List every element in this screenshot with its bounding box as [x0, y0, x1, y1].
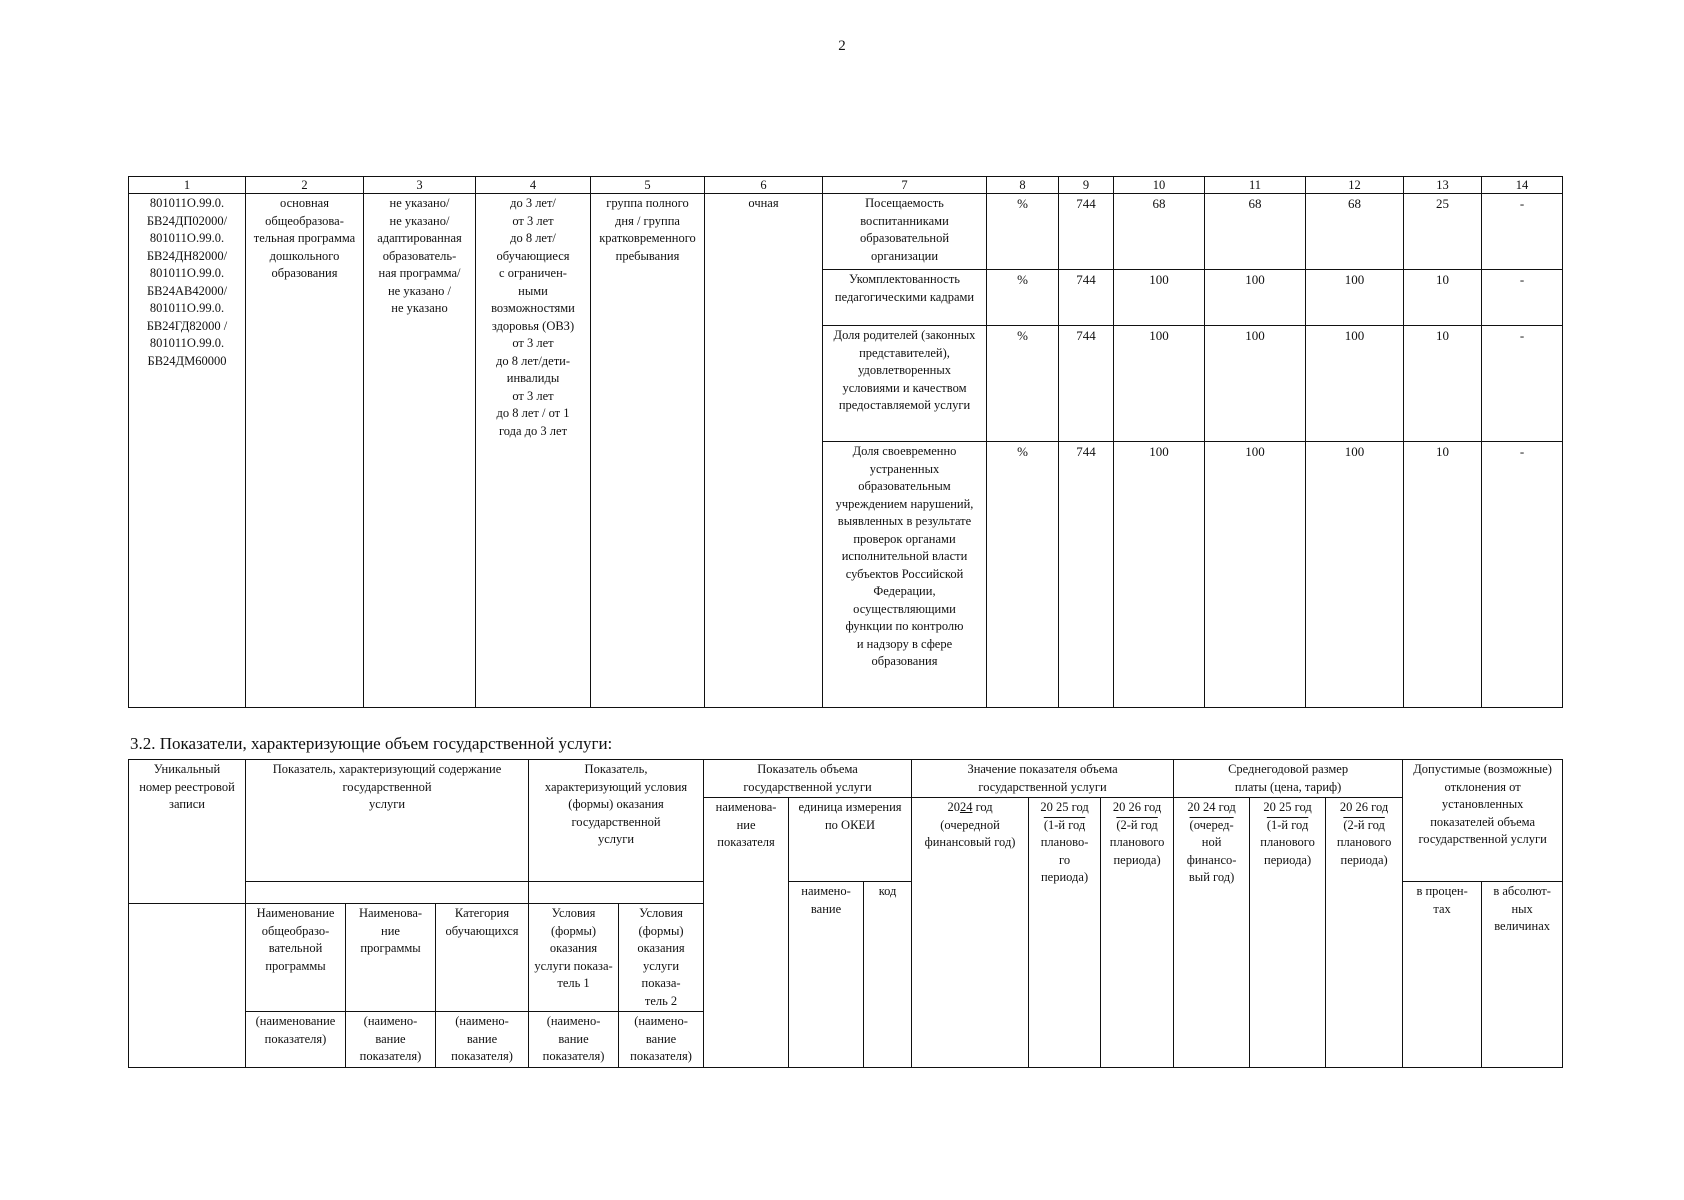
text-line: (наименование	[255, 1014, 336, 1028]
text-line: тельная программа	[253, 231, 356, 245]
text-line: финансо-	[1186, 852, 1237, 867]
subheader-condition-2	[619, 904, 704, 1012]
text-line: образования	[871, 654, 938, 668]
text-line: до 8 лет/	[510, 231, 556, 245]
column-number: 2	[246, 177, 364, 194]
text-line: программы	[265, 958, 326, 973]
text-line: показателя)	[451, 1049, 513, 1063]
text-line: Доля своевременно	[852, 444, 957, 458]
text-line: вание	[645, 1031, 677, 1046]
value-2026-cell: 100	[1306, 270, 1404, 326]
text-line: от 3 лет	[512, 213, 554, 228]
text-line: до 8 лет/дети-	[495, 353, 571, 368]
year-suffix: год	[1368, 800, 1389, 814]
text-line: не указано	[391, 301, 448, 315]
text-line: Доля родителей (законных	[833, 328, 976, 342]
text-line: (формы) оказания	[568, 797, 664, 811]
section-heading: 3.2. Показатели, характеризующие объем государственной услуги:	[130, 734, 613, 753]
text-line: услуги	[597, 832, 635, 846]
text-line: государственной	[571, 814, 661, 829]
fee-2026-header	[1326, 798, 1403, 1068]
indicator-name	[823, 270, 987, 326]
column-numbers-row	[129, 177, 1563, 194]
text-line: общеобразо-	[261, 923, 330, 938]
text-line: Показатель объема	[757, 762, 858, 776]
text-line: инвалиды	[506, 371, 560, 385]
text-line: показателя)	[630, 1049, 692, 1063]
stay-group-cell	[591, 194, 705, 708]
deviation-percent-cell: 10	[1404, 326, 1482, 442]
text-line: наименова-	[715, 800, 777, 814]
text-line: функции по контролю	[845, 619, 964, 633]
text-line: показателя	[717, 835, 775, 849]
text-line: показателя)	[359, 1049, 422, 1063]
year-suffix: год	[1141, 800, 1162, 814]
year-value: 25	[1279, 800, 1292, 814]
text-line: вание	[375, 1031, 406, 1046]
text-line: Условия	[639, 906, 683, 920]
text-line: номер реестровой	[139, 779, 235, 794]
text-line: Условия	[551, 906, 596, 920]
text-line: от 3 лет	[512, 388, 554, 403]
volume-2026-header	[1101, 798, 1174, 1068]
text-line: образователь-	[382, 248, 457, 263]
value-2025-cell: 68	[1205, 194, 1306, 270]
text-line	[1031, 799, 1098, 817]
year-prefix: 20	[1339, 800, 1356, 814]
column-number: 8	[987, 177, 1059, 194]
text-line: не указано /	[387, 283, 452, 298]
header-row-1	[129, 760, 1563, 798]
text-line	[1252, 799, 1323, 817]
text-line: не указано/	[389, 196, 450, 210]
column-number: 14	[1482, 177, 1563, 194]
text-line: (2-й год	[1116, 817, 1158, 832]
text-line: проверок органами	[853, 531, 956, 546]
year-suffix: год	[1068, 800, 1089, 814]
condition-indicator-header	[529, 760, 704, 882]
deviation-percent-cell: 10	[1404, 442, 1482, 708]
unit-cell: %	[987, 194, 1059, 270]
deviations-header	[1403, 760, 1563, 882]
text-line: в процен-	[1416, 884, 1468, 898]
volume-indicators-table	[128, 759, 1563, 1068]
text-line: финансовый год)	[924, 835, 1016, 849]
year-suffix: год	[1291, 800, 1312, 814]
value-2025-cell: 100	[1205, 442, 1306, 708]
value-2024-cell: 100	[1114, 326, 1205, 442]
year-suffix: год	[1215, 800, 1236, 814]
text-line: предоставляемой услуги	[838, 398, 971, 412]
subheader-program-name	[346, 904, 436, 1012]
text-line: вательной	[268, 941, 323, 955]
indicator-row	[129, 194, 1563, 270]
fee-2024-header	[1174, 798, 1250, 1068]
text-line: услуги	[368, 797, 406, 811]
text-line: планово-	[1040, 835, 1089, 849]
text-line: периода)	[1040, 870, 1089, 884]
value-2025-cell: 100	[1205, 326, 1306, 442]
subheader-student-category	[436, 904, 529, 1012]
name-label	[619, 1012, 704, 1068]
text-line: тель 2	[644, 993, 678, 1008]
registry-codes-cell	[129, 194, 246, 708]
text-line: наимено-	[801, 884, 851, 898]
text-line: платы (цена, тариф)	[1234, 779, 1342, 794]
spacer-cell	[529, 882, 704, 904]
text-line: образовательным	[858, 479, 951, 493]
deviation-percent-cell: 10	[1404, 270, 1482, 326]
text-line: здоровья (ОВЗ)	[491, 318, 575, 333]
text-line: Значение показателя объема	[967, 762, 1118, 776]
year-value: 26	[1355, 800, 1369, 814]
text-line: тель 1	[557, 976, 590, 990]
text-line: (формы)	[551, 923, 597, 938]
column-number: 9	[1059, 177, 1114, 194]
text-line: периода)	[1264, 852, 1312, 867]
text-line: ных	[1511, 901, 1533, 916]
text-line: планового	[1260, 835, 1315, 849]
text-line: (очередной	[940, 817, 1000, 832]
text-line: планового	[1109, 835, 1165, 849]
value-2025-cell: 100	[1205, 270, 1306, 326]
name-label	[346, 1012, 436, 1068]
okei-name-header	[789, 882, 864, 1068]
text-line: адаптированная	[377, 231, 462, 245]
deviation-percent-cell: 25	[1404, 194, 1482, 270]
text-line: вание	[810, 901, 842, 916]
name-label	[246, 1012, 346, 1068]
text-line: государственной	[342, 779, 432, 794]
text-line: государственной услуги	[1418, 832, 1547, 846]
indicator-name	[823, 442, 987, 708]
registry-code: БВ24ДМ60000	[147, 353, 227, 368]
text-line	[1103, 799, 1171, 817]
volume-indicator-header	[704, 760, 912, 798]
okei-code-cell: 744	[1059, 442, 1114, 708]
okei-unit-header	[789, 798, 912, 882]
text-line: в абсолют-	[1493, 884, 1551, 898]
text-line: показателя)	[542, 1049, 605, 1063]
text-line: ными	[518, 283, 548, 298]
text-line: (2-й год	[1343, 817, 1385, 832]
text-line: государственной услуги	[978, 779, 1107, 794]
text-line: до 3 лет/	[510, 196, 556, 210]
text-line: по ОКЕИ	[824, 817, 876, 832]
column-number: 4	[476, 177, 591, 194]
deviation-percent-header	[1403, 882, 1482, 1068]
value-2024-cell: 100	[1114, 442, 1205, 708]
text-line: отклонения от	[1444, 779, 1521, 794]
text-line: осуществляющими	[853, 601, 956, 616]
fee-2025-header	[1250, 798, 1326, 1068]
text-line: показа-	[641, 976, 681, 990]
text-line: до 8 лет / от 1	[496, 406, 570, 420]
volume-2024-header	[912, 798, 1029, 1068]
text-line: исполнительной власти	[841, 549, 968, 563]
text-line: программы	[360, 941, 421, 955]
text-line	[1176, 799, 1247, 817]
deviation-absolute-cell: -	[1482, 270, 1563, 326]
column-number: 3	[364, 177, 476, 194]
okei-code-header: код	[864, 882, 912, 1068]
value-2026-cell: 100	[1306, 326, 1404, 442]
text-line: услуги	[642, 958, 680, 973]
text-line: го	[1059, 852, 1071, 867]
educational-program-cell	[246, 194, 364, 708]
subheader-condition-1	[529, 904, 619, 1012]
registry-code: БВ24ГД82000 /	[146, 318, 228, 333]
text-line: величинах	[1494, 919, 1550, 933]
text-line: удовлетворенных	[858, 363, 951, 377]
year-prefix: 20	[1263, 800, 1280, 814]
text-line: (формы)	[638, 923, 684, 938]
text-line: ной	[1201, 835, 1222, 849]
text-line: года до 3 лет	[498, 423, 568, 438]
text-line: обучающихся	[445, 923, 519, 938]
deviation-absolute-cell: -	[1482, 442, 1563, 708]
text-line: Среднегодовой размер	[1228, 762, 1349, 776]
average-fee-header	[1174, 760, 1403, 798]
text-line	[914, 799, 1026, 817]
column-number: 11	[1205, 177, 1306, 194]
text-line: периода)	[1113, 852, 1161, 867]
registry-code: 801011О.99.0.	[149, 266, 225, 280]
text-line: вание	[466, 1031, 498, 1046]
text-line: Наименование	[256, 906, 335, 920]
name-label	[529, 1012, 619, 1068]
text-line: (1-й год	[1043, 817, 1086, 832]
deviation-absolute-cell: -	[1482, 194, 1563, 270]
column-number: 1	[129, 177, 246, 194]
okei-code-cell: 744	[1059, 326, 1114, 442]
text-line: учреждением нарушений,	[835, 496, 974, 511]
text-line: (очеред-	[1189, 817, 1234, 832]
text-line: вый год)	[1188, 870, 1235, 884]
text-line: представителей),	[859, 345, 950, 360]
okei-code-cell: 744	[1059, 194, 1114, 270]
text-line: дошкольного	[269, 248, 340, 263]
text-line: с ограничен-	[499, 266, 567, 280]
column-number: 7	[823, 177, 987, 194]
text-line: общеобразова-	[265, 213, 344, 228]
registry-code: БВ24ДП02000/	[146, 213, 228, 228]
text-line: (наимено-	[455, 1014, 509, 1028]
text-line: ная программа/	[378, 266, 461, 280]
quality-indicators-table	[128, 176, 1563, 708]
student-category-cell	[476, 194, 591, 708]
registry-code: БВ24АВ42000/	[146, 283, 228, 298]
column-number: 12	[1306, 177, 1404, 194]
text-line: Укомплектованность	[849, 272, 960, 286]
year-value: 26	[1128, 800, 1142, 814]
text-line: оказания	[637, 941, 685, 955]
text-line: ние	[736, 817, 756, 832]
subheader-program-type	[246, 904, 346, 1012]
text-line: услуги показа-	[534, 958, 613, 973]
indicator-name	[823, 194, 987, 270]
text-line: установленных	[1441, 797, 1524, 811]
volume-2025-header	[1029, 798, 1101, 1068]
unique-number-header	[129, 760, 246, 904]
content-indicator-header	[246, 760, 529, 882]
text-line: возможностями	[491, 301, 575, 315]
text-line: пребывания	[615, 248, 680, 263]
text-line: образовательной	[859, 231, 950, 245]
text-line: воспитанниками	[860, 213, 949, 228]
registry-code: 801011О.99.0.	[149, 336, 225, 350]
text-line: группа полного	[606, 196, 689, 210]
column-number: 6	[705, 177, 823, 194]
text-line: условиями и качеством	[842, 380, 967, 395]
text-line: Федерации,	[873, 584, 936, 598]
unit-cell: %	[987, 270, 1059, 326]
year-prefix: 20	[1187, 800, 1204, 814]
column-number: 10	[1114, 177, 1205, 194]
deviation-absolute-header	[1482, 882, 1563, 1068]
text-line: кратковременного	[599, 231, 696, 245]
text-line	[1328, 799, 1400, 817]
text-line: вание	[558, 1031, 589, 1046]
text-line: педагогическими кадрами	[834, 289, 975, 304]
registry-code: БВ24ДН82000/	[146, 248, 228, 263]
indicator-name-header	[704, 798, 789, 1068]
text-line: Посещаемость	[865, 196, 944, 210]
value-2024-cell: 100	[1114, 270, 1205, 326]
column-number: 13	[1404, 177, 1482, 194]
year-value: 25	[1056, 800, 1069, 814]
deviation-absolute-cell: -	[1482, 326, 1563, 442]
spacer-cell	[129, 904, 246, 1068]
value-2026-cell: 68	[1306, 194, 1404, 270]
unit-cell: %	[987, 326, 1059, 442]
year-prefix: 20	[1040, 800, 1056, 814]
registry-code: 801011О.99.0.	[149, 231, 225, 245]
year-value: 24	[1203, 800, 1216, 814]
text-line: записи	[169, 797, 205, 811]
text-line: основная	[280, 196, 329, 210]
text-line: планового	[1336, 835, 1392, 849]
text-line: Наименова-	[358, 906, 423, 920]
text-line: Показатель, характеризующий содержание	[272, 762, 502, 776]
name-label	[436, 1012, 529, 1068]
year-prefix: 20	[1112, 800, 1129, 814]
text-line: образования	[271, 266, 338, 280]
text-line: ние	[381, 923, 400, 938]
study-form-cell	[705, 194, 823, 708]
text-line: выявленных в результате	[837, 514, 972, 528]
text-line: (наимено-	[363, 1014, 418, 1028]
page-number: 2	[838, 38, 846, 54]
indicator-name	[823, 326, 987, 442]
text-line: (наимено-	[546, 1014, 601, 1028]
spacer-cell	[246, 882, 529, 904]
text-line: государственной услуги	[743, 779, 872, 794]
text-line: Показатель,	[584, 762, 648, 776]
text-line: единица измерения	[798, 800, 902, 814]
value-2024-cell: 68	[1114, 194, 1205, 270]
text-line: дня / группа	[615, 213, 680, 228]
text-line: периода)	[1340, 852, 1388, 867]
text-line: показателя)	[264, 1031, 327, 1046]
year-prefix: 20	[947, 800, 960, 814]
program-name-cell	[364, 194, 476, 708]
text-line: показателей объема	[1430, 814, 1536, 829]
okei-code-cell: 744	[1059, 270, 1114, 326]
column-number: 5	[591, 177, 705, 194]
text-line: (1-й год	[1266, 817, 1309, 832]
text-line: Допустимые (возможные)	[1413, 762, 1552, 776]
text-line: характеризующий условия	[544, 779, 688, 794]
text-line: Уникальный	[153, 762, 221, 776]
text-line: от 3 лет	[512, 336, 554, 350]
text-line: тах	[1433, 901, 1451, 916]
text-line: организации	[870, 248, 939, 263]
text-line: очная	[748, 196, 779, 210]
unit-cell: %	[987, 442, 1059, 708]
value-2026-cell: 100	[1306, 442, 1404, 708]
text-line: обучающиеся	[496, 248, 570, 263]
registry-code: 801011О.99.0.	[149, 196, 225, 210]
text-line: субъектов Российской	[845, 566, 964, 581]
text-line: оказания	[549, 941, 598, 955]
year-suffix: год	[972, 800, 993, 814]
volume-value-header	[912, 760, 1174, 798]
year-underlined: 24	[959, 800, 973, 814]
text-line: не указано/	[389, 213, 450, 228]
text-line: (наимено-	[634, 1014, 688, 1028]
registry-code: 801011О.99.0.	[149, 301, 225, 315]
text-line: устраненных	[869, 461, 940, 476]
text-line: и надзору в сфере	[856, 636, 953, 651]
text-line: Категория	[454, 906, 510, 920]
